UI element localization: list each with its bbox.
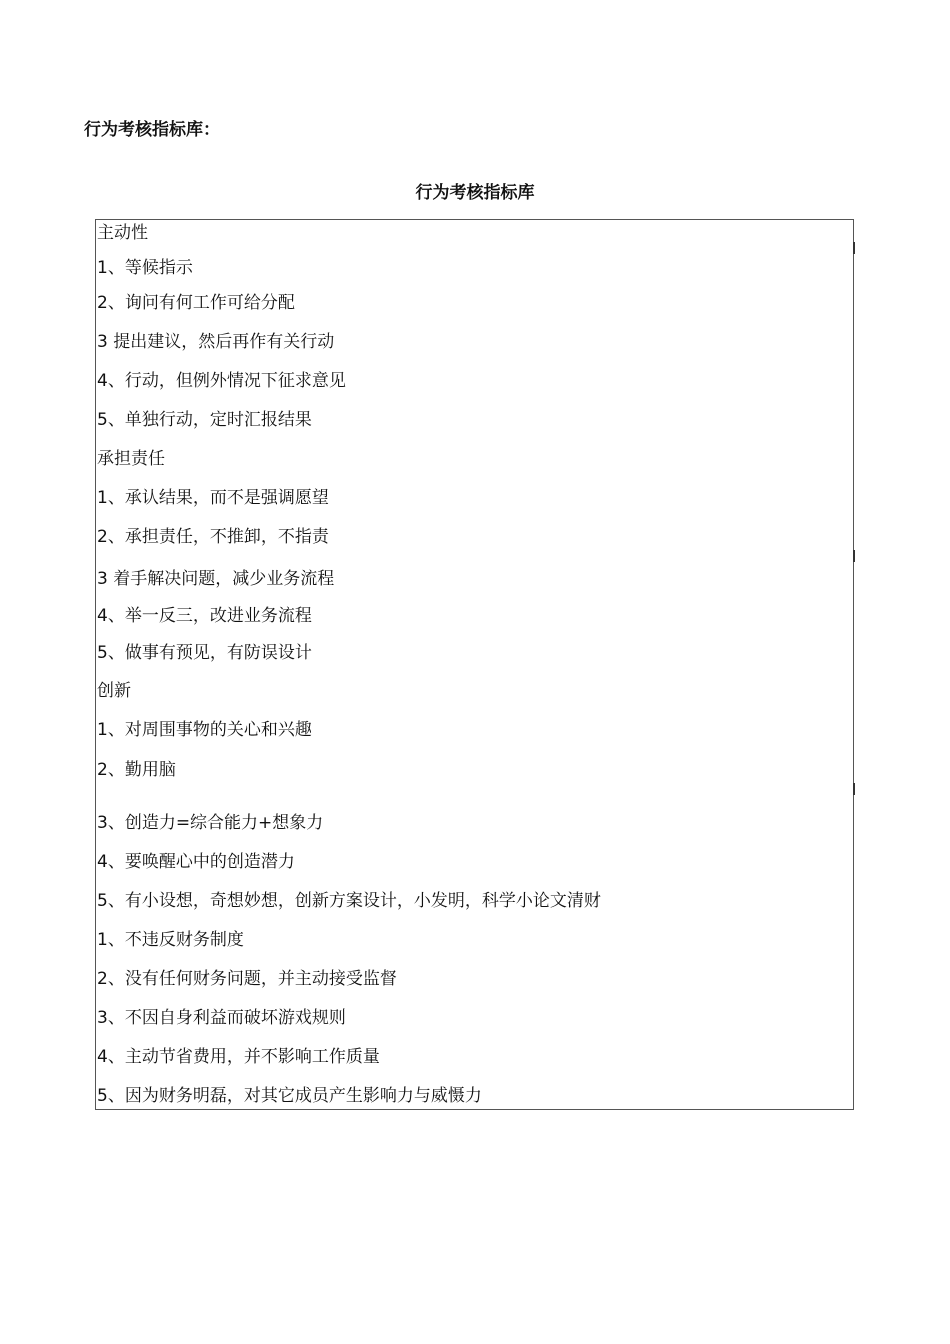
table-row: 1、对周围事物的关心和兴趣 [97, 720, 312, 740]
table-row: 2、承担责任，不推卸，不指责 [97, 527, 329, 547]
table-row: 4、举一反三，改进业务流程 [97, 606, 312, 626]
table-row: 4、主动节省费用，并不影响工作质量 [97, 1047, 380, 1067]
document-heading: 行为考核指标库： [84, 120, 220, 140]
table-row: 1、等候指示 [97, 258, 193, 278]
indicator-table [95, 219, 854, 1110]
table-row-category-initiative: 主动性 [97, 223, 148, 243]
border-tick [853, 550, 855, 562]
table-row: 4、行动，但例外情况下征求意见 [97, 371, 346, 391]
table-row: 5、有小设想，奇想妙想，创新方案设计，小发明，科学小论文清财 [97, 891, 601, 911]
table-row: 2、勤用脑 [97, 760, 176, 780]
table-row: 5、做事有预见，有防误设计 [97, 643, 312, 663]
border-tick [853, 783, 855, 795]
table-row: 1、承认结果，而不是强调愿望 [97, 488, 329, 508]
table-row: 2、询问有何工作可给分配 [97, 293, 295, 313]
table-row: 3、不因自身利益而破坏游戏规则 [97, 1008, 346, 1028]
border-tick [853, 242, 855, 254]
table-row: 5、因为财务明磊，对其它成员产生影响力与威慑力 [97, 1086, 482, 1106]
table-row: 5、单独行动，定时汇报结果 [97, 410, 312, 430]
table-row: 1、不违反财务制度 [97, 930, 244, 950]
table-title: 行为考核指标库 [415, 183, 535, 203]
table-row: 3、创造力=综合能力+想象力 [97, 813, 324, 833]
table-row-category-responsibility: 承担责任 [97, 449, 165, 469]
table-row: 4、要唤醒心中的创造潜力 [97, 852, 295, 872]
table-row: 2、没有任何财务问题，并主动接受监督 [97, 969, 397, 989]
table-row-category-innovation: 创新 [97, 681, 131, 701]
table-row: 3 着手解决问题，减少业务流程 [97, 569, 335, 589]
table-row: 3 提出建议，然后再作有关行动 [97, 332, 335, 352]
